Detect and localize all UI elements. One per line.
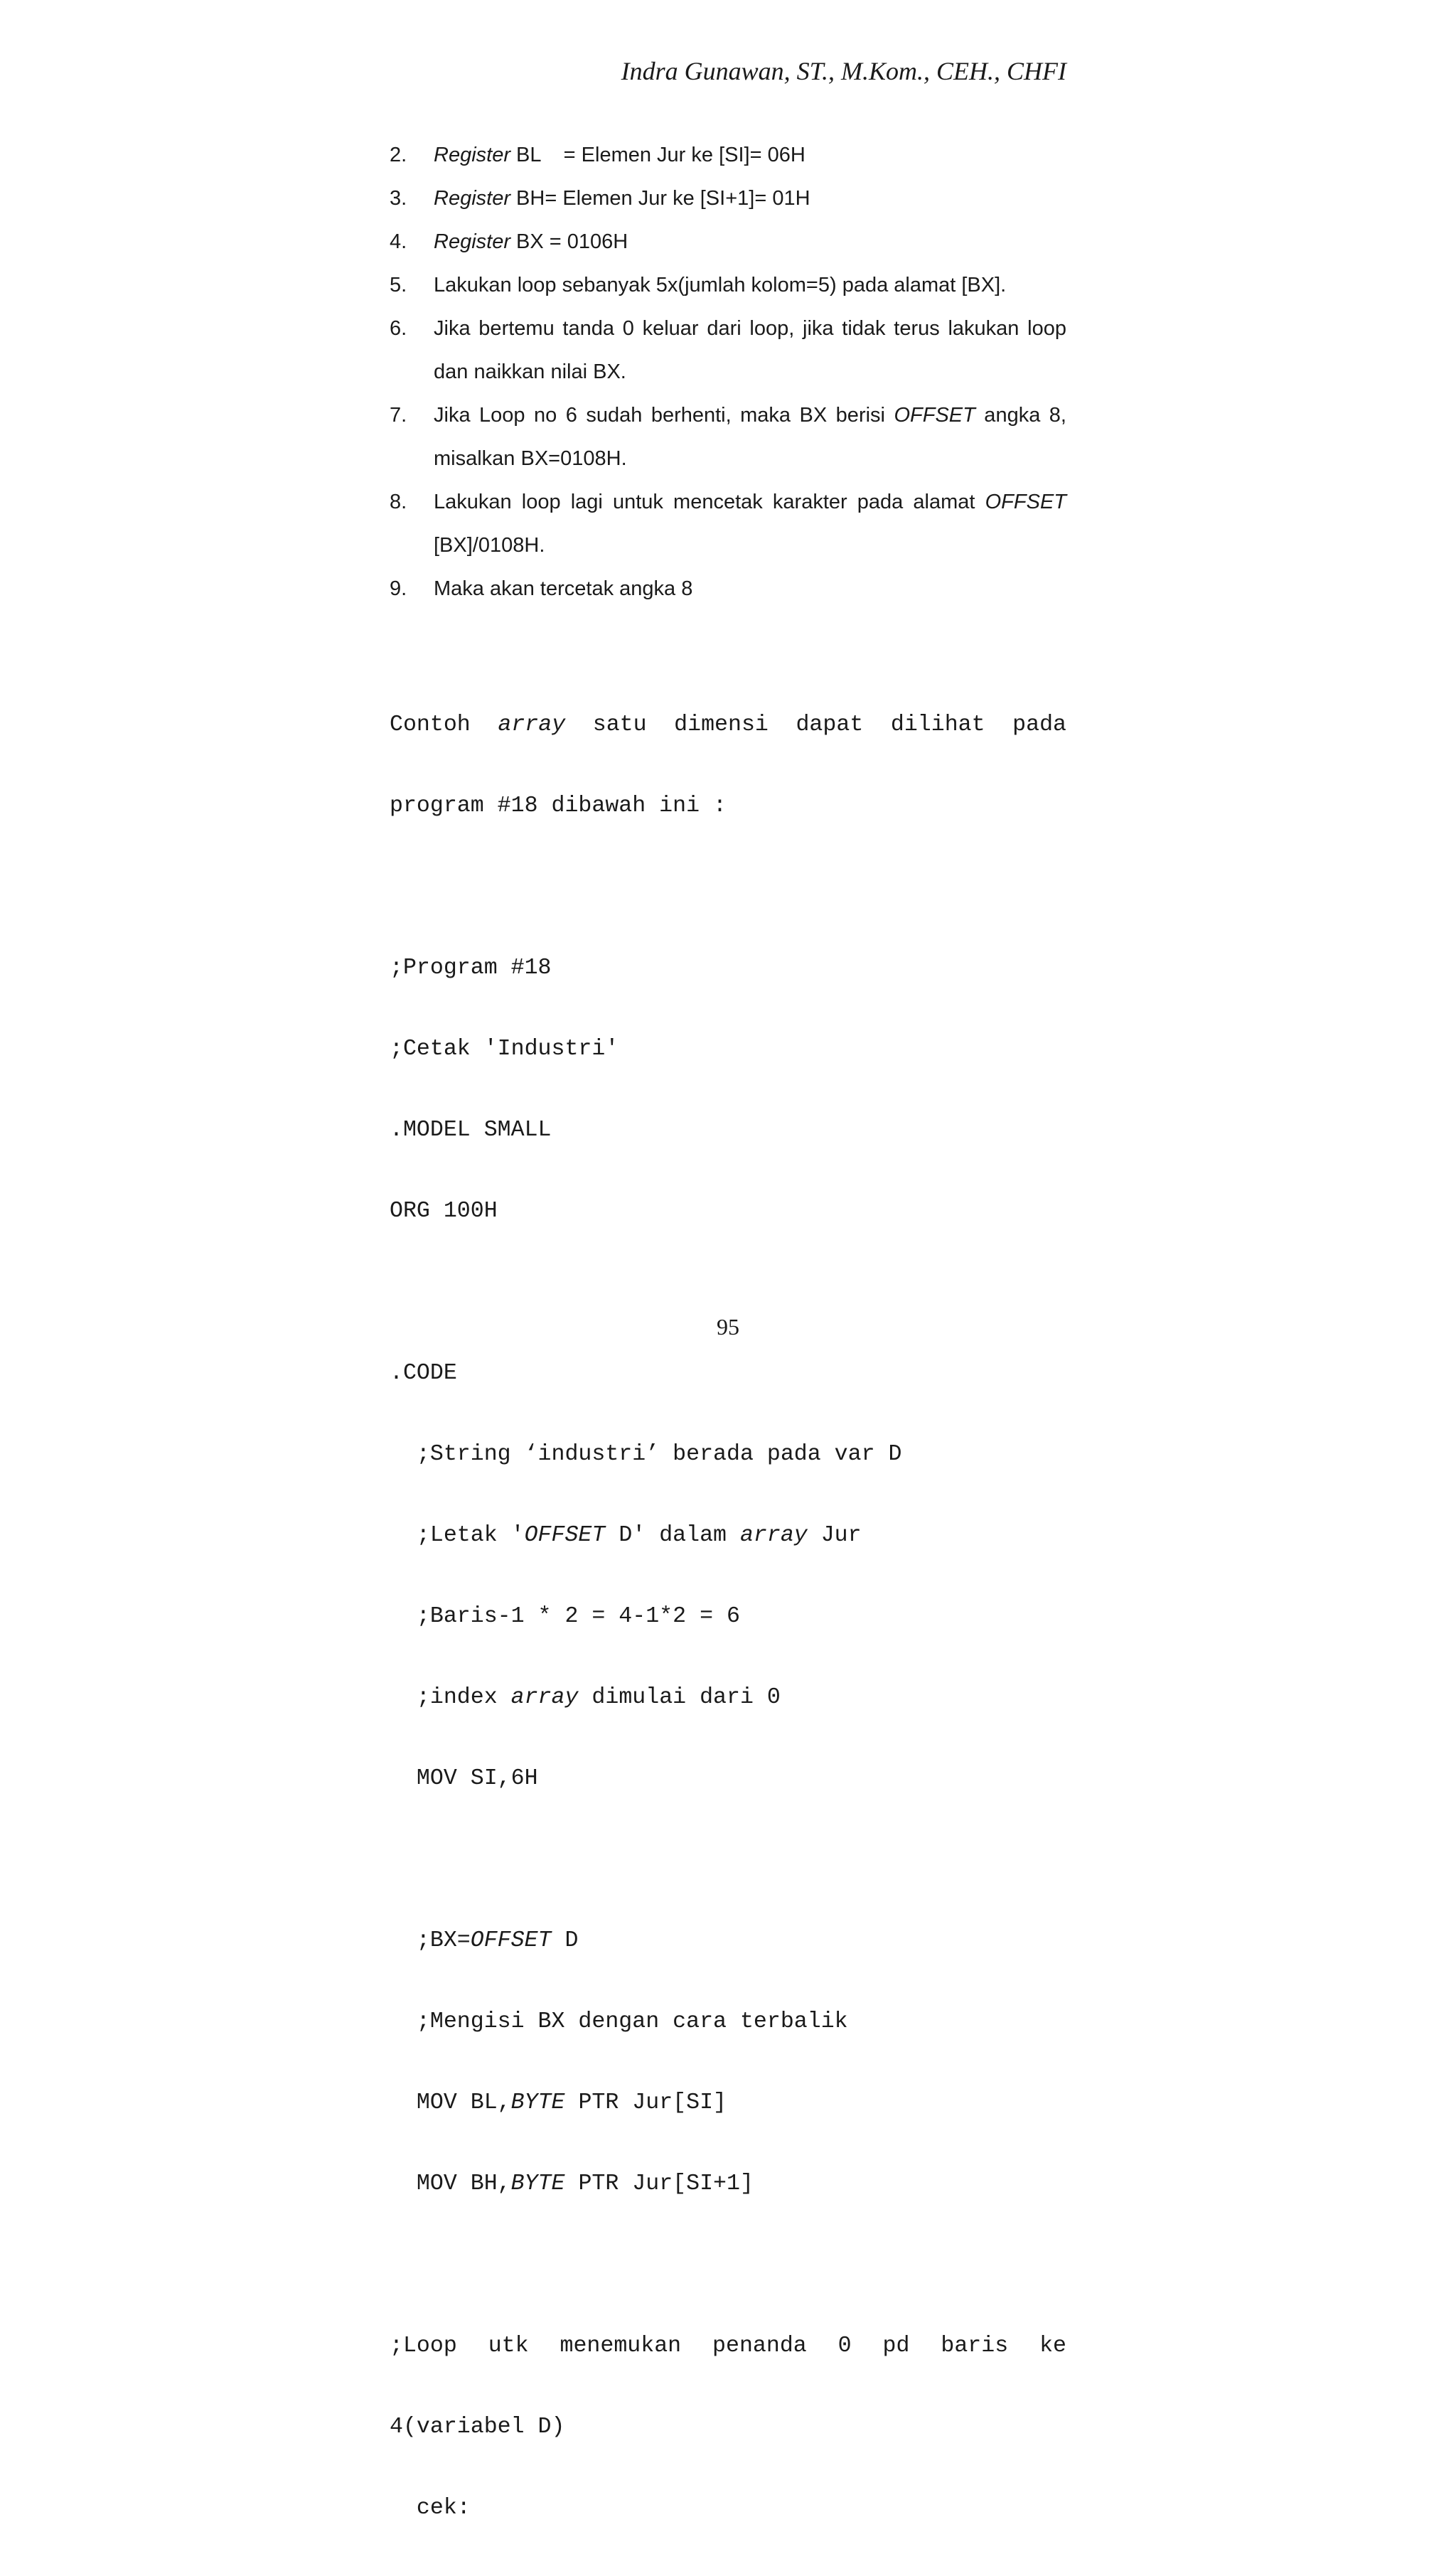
list-number: 4.: [390, 230, 407, 253]
code-text: dimulai dari 0: [578, 1685, 781, 1710]
intro-text: satu dimensi dapat dilihat pada: [565, 712, 1067, 737]
code-line: MOV SI,6H: [390, 1766, 538, 1791]
emphasis-text: BYTE: [510, 2090, 565, 2115]
intro-line: program #18 dibawah ini :: [390, 793, 727, 818]
page-number: 95: [717, 1314, 739, 1340]
step-text: Lakukan loop lagi untuk mencetak karakter pada alamat: [434, 491, 985, 513]
code-text: MOV BH,: [390, 2171, 511, 2196]
emphasis-text: Register: [434, 144, 510, 166]
code-line: ;Cetak 'Industri': [390, 1037, 619, 1062]
code-line: .CODE: [390, 1361, 457, 1386]
code-line: [390, 1928, 1066, 1955]
running-header-author: Indra Gunawan, ST., M.Kom., CEH., CHFI: [621, 57, 1066, 85]
list-text: [434, 134, 1066, 177]
code-text: D: [551, 1928, 579, 1953]
code-line: .MODEL SMALL: [390, 1118, 552, 1143]
emphasis-text: array: [498, 712, 566, 737]
intro-text: Contoh: [390, 712, 498, 737]
code-text: ;index: [390, 1685, 511, 1710]
list-item: [390, 567, 1066, 611]
list-item: [390, 307, 1066, 394]
list-number: 8.: [390, 491, 407, 513]
emphasis-text: BYTE: [510, 2171, 565, 2196]
code-line: ;String ‘industri’ berada pada var D: [390, 1442, 902, 1467]
code-text: PTR Jur[SI]: [564, 2090, 727, 2115]
list-item: [390, 481, 1066, 567]
list-number: 9.: [390, 577, 407, 600]
step-text: [BX]/0108H.: [434, 534, 545, 557]
list-number: 7.: [390, 404, 407, 427]
step-text: angka 8, misalkan BX=0108H.: [434, 404, 1066, 470]
code-text: MOV BL,: [390, 2090, 511, 2115]
list-text: [434, 177, 1066, 220]
steps-list: [390, 134, 1066, 611]
emphasis-text: Register: [434, 187, 510, 210]
blank-line: [390, 2252, 1066, 2279]
list-item: [390, 220, 1066, 264]
list-text: [434, 481, 1066, 567]
step-text: Jika bertemu tanda 0 keluar dari loop, jika tidak terus lakukan loop dan naikkan nilai BX.: [434, 317, 1066, 383]
list-item: [390, 134, 1066, 177]
code-text: PTR Jur[SI+1]: [564, 2171, 754, 2196]
emphasis-text: OFFSET: [894, 404, 975, 427]
code-text: ;BX=: [390, 1928, 471, 1953]
blank-line: [390, 1279, 1066, 1306]
list-number: 3.: [390, 187, 407, 210]
code-line: ;Baris-1 * 2 = 4-1*2 = 6: [390, 1604, 740, 1629]
code-line: cek:: [390, 2496, 471, 2521]
code-line: 4(variabel D): [390, 2415, 565, 2439]
emphasis-text: array: [739, 1523, 808, 1548]
code-line: [390, 2090, 1066, 2117]
emphasis-text: Register: [434, 230, 510, 253]
code-line: ;Mengisi BX dengan cara terbalik: [390, 2009, 848, 2034]
step-text: BL = Elemen Jur ke [SI]= 06H: [510, 144, 805, 166]
intro-line: [390, 712, 1066, 739]
list-item: [390, 394, 1066, 481]
code-text: Jur: [807, 1523, 862, 1548]
list-number: 5.: [390, 274, 407, 296]
step-text: Maka akan tercetak angka 8: [434, 577, 693, 600]
code-text: D' dalam: [605, 1523, 740, 1548]
list-item: [390, 177, 1066, 220]
emphasis-text: OFFSET: [470, 1928, 552, 1953]
list-number: 2.: [390, 144, 407, 166]
blank-line: [390, 1847, 1066, 1874]
emphasis-text: array: [510, 1685, 579, 1710]
emphasis-text: OFFSET: [985, 491, 1066, 513]
step-text: BX = 0106H: [510, 230, 628, 253]
code-line: [390, 1684, 1066, 1711]
code-listing: [390, 658, 1066, 2576]
code-line: ;Loop utk menemukan penanda 0 pd baris ke: [390, 2334, 1066, 2358]
list-number: 6.: [390, 317, 407, 340]
list-text: [434, 394, 1066, 481]
code-line: ;Program #18: [390, 956, 552, 980]
step-text: Jika Loop no 6 sudah berhenti, maka BX berisi: [434, 404, 894, 427]
blank-line: [390, 874, 1066, 901]
step-text: Lakukan loop sebanyak 5x(jumlah kolom=5) pada alamat [BX].: [434, 274, 1007, 296]
code-text: ;Letak ': [390, 1523, 525, 1548]
emphasis-text: OFFSET: [524, 1523, 606, 1548]
code-line: ORG 100H: [390, 1199, 498, 1224]
list-text: [434, 220, 1066, 264]
list-item: [390, 264, 1066, 307]
code-line: [390, 1522, 1066, 1549]
code-line: [390, 2171, 1066, 2198]
step-text: BH= Elemen Jur ke [SI+1]= 01H: [510, 187, 810, 210]
